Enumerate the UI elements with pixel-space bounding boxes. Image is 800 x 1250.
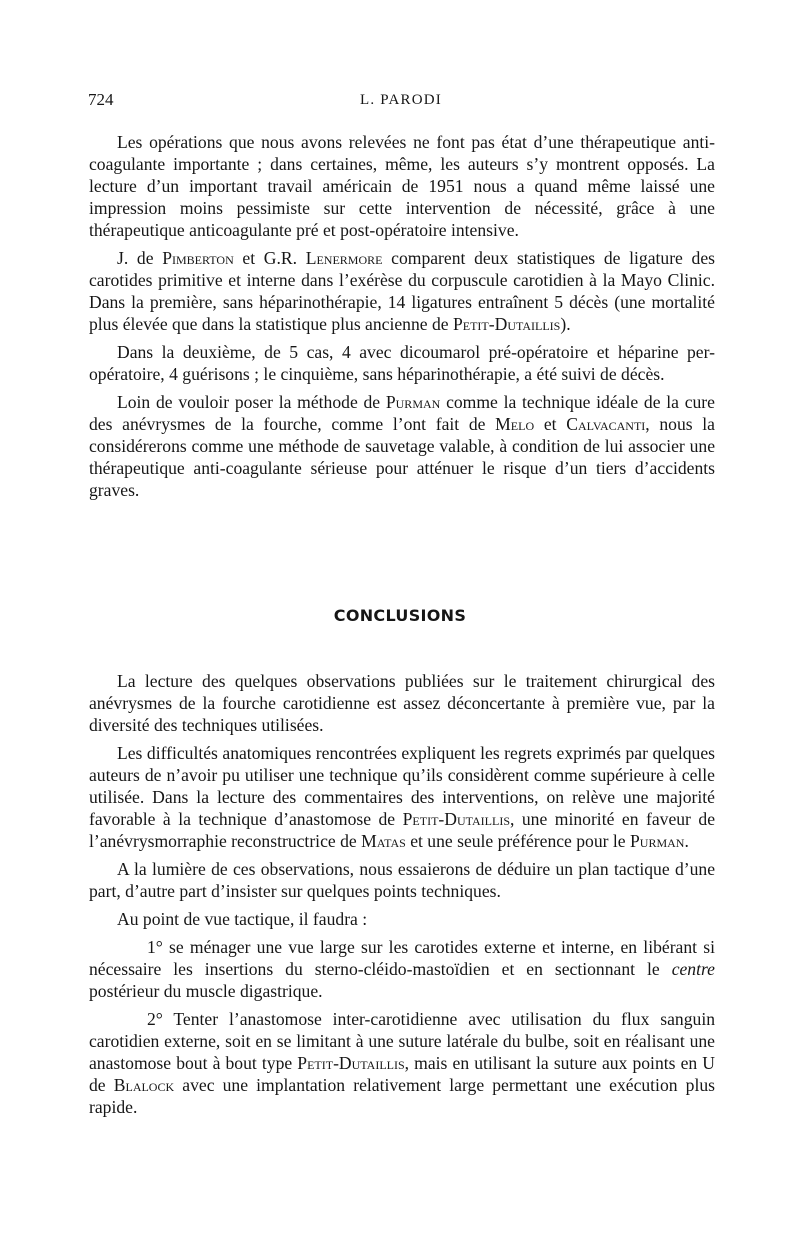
text-run: avec une implantation relativement large permettant une exécution plus rapide. — [89, 1075, 716, 1117]
text-run: comparent deux statistiques de ligature des carotides primitive et interne dans l’exérèse du corpuscule carotidien à la Mayo Clinic. Dans la première, sans héparinothérapie, 14 ligatures entraînent 5 décès (une mortalité plus élevée que dans la statistique plus ancienne de — [89, 248, 715, 334]
text-run: , mais en utilisant la suture aux points en U de — [89, 1053, 716, 1095]
running-head: L. PARODI — [360, 92, 442, 108]
text-run: 2° Tenter l’anastomose inter-carotidienne avec utilisation du flux sanguin carotidien externe, soit en se limitant à une suture latérale du bulbe, soit en réalisant une anastomose bout à bout type — [89, 1009, 715, 1073]
author-name: Melo — [495, 414, 535, 434]
paragraph — [89, 391, 715, 501]
text-run: A la lumière de ces observations, nous essaierons de déduire un plan tactique d’une part, d’autre part d’insister sur quelques points techniques. — [89, 859, 715, 901]
paragraph — [89, 670, 715, 736]
paragraph — [89, 247, 715, 335]
paragraph — [89, 858, 715, 902]
text-block-before — [89, 131, 715, 507]
author-name: Petit-Dutaillis — [452, 314, 561, 334]
text-run: Dans la deuxième, de 5 cas, 4 avec dicoumarol pré-opératoire et héparine per-opératoire, 4 guérisons ; le cinquième, sans héparinothérapie, a été suivi de décès. — [89, 342, 715, 384]
paragraph — [89, 341, 715, 385]
text-run: et G.R. — [233, 248, 306, 268]
text-run: et une seule préférence pour le — [405, 831, 630, 851]
text-run: Les opérations que nous avons relevées ne font pas état d’une thérapeutique anti-coagulante importante ; dans certaines, même, les auteurs s’y montrent opposés. La lecture d’un important travail américain de 1951 nous a quand même laissé une impression moins pessimiste sur cette intervention de nécessité, grâce à une thérapeutique anticoagulante pré et post-opératoire intensive. — [89, 132, 715, 240]
text-run: et — [534, 414, 567, 434]
text-run: La lecture des quelques observations publiées sur le traitement chirurgical des anévrysmes de la fourche carotidienne est assez déconcertante à première vue, par la diversité des techniques utilisées. — [89, 671, 715, 735]
author-name: Blalock — [113, 1075, 175, 1095]
text-run: Au point de vue tactique, il faudra : — [117, 909, 368, 929]
paragraph — [89, 742, 715, 852]
text-run: , nous la considérerons comme une méthode de sauvetage valable, à condition de lui associer une thérapeutique anti-coagulante sérieuse pour atténuer le risque d’un tiers d’accidents graves. — [89, 414, 715, 500]
list-item — [89, 936, 715, 1002]
author-name: Purman — [385, 392, 441, 412]
text-run: Les difficultés anatomiques rencontrées expliquent les regrets exprimés par quelques auteurs de n’avoir pu utiliser une technique qu’ils considèrent comme supérieure à celle utilisée. Dans la lecture des commentaires des interventions, on relève une majorité favorable à la technique d’anastomose de — [89, 743, 715, 829]
text-run: J. de — [117, 248, 163, 268]
author-name: Calvacanti — [566, 414, 646, 434]
page-number: 724 — [88, 90, 114, 109]
paragraph — [89, 131, 715, 241]
text-run: Loin de vouloir poser la méthode de — [117, 392, 386, 412]
author-name: Matas — [361, 831, 406, 851]
text-run: , une minorité en faveur de l’anévrysmorraphie reconstructrice de — [89, 809, 716, 851]
text-run: postérieur du muscle digastrique. — [89, 981, 323, 1001]
author-name: Petit-Dutaillis — [297, 1053, 405, 1073]
text-run: ). — [560, 314, 571, 334]
emphasis: centre — [671, 959, 715, 979]
author-name: Pimberton — [162, 248, 234, 268]
text-run: 1° se ménager une vue large sur les carotides externe et interne, en libérant si nécessaire les insertions du sterno-cléido-mastoïdien et en sectionnant le — [89, 937, 715, 979]
paragraph — [89, 908, 715, 930]
page-header — [88, 90, 714, 114]
author-name: Purman — [630, 831, 685, 851]
text-block-conclusions — [89, 670, 715, 1124]
text-run: . — [684, 831, 689, 851]
author-name: Petit-Dutaillis — [402, 809, 510, 829]
text-run: comme la technique idéale de la cure des anévrysmes de la fourche, comme l’ont fait de — [89, 392, 715, 434]
author-name: Lenermore — [305, 248, 383, 268]
list-item — [89, 1008, 715, 1118]
section-heading: CONCLUSIONS — [333, 606, 467, 625]
